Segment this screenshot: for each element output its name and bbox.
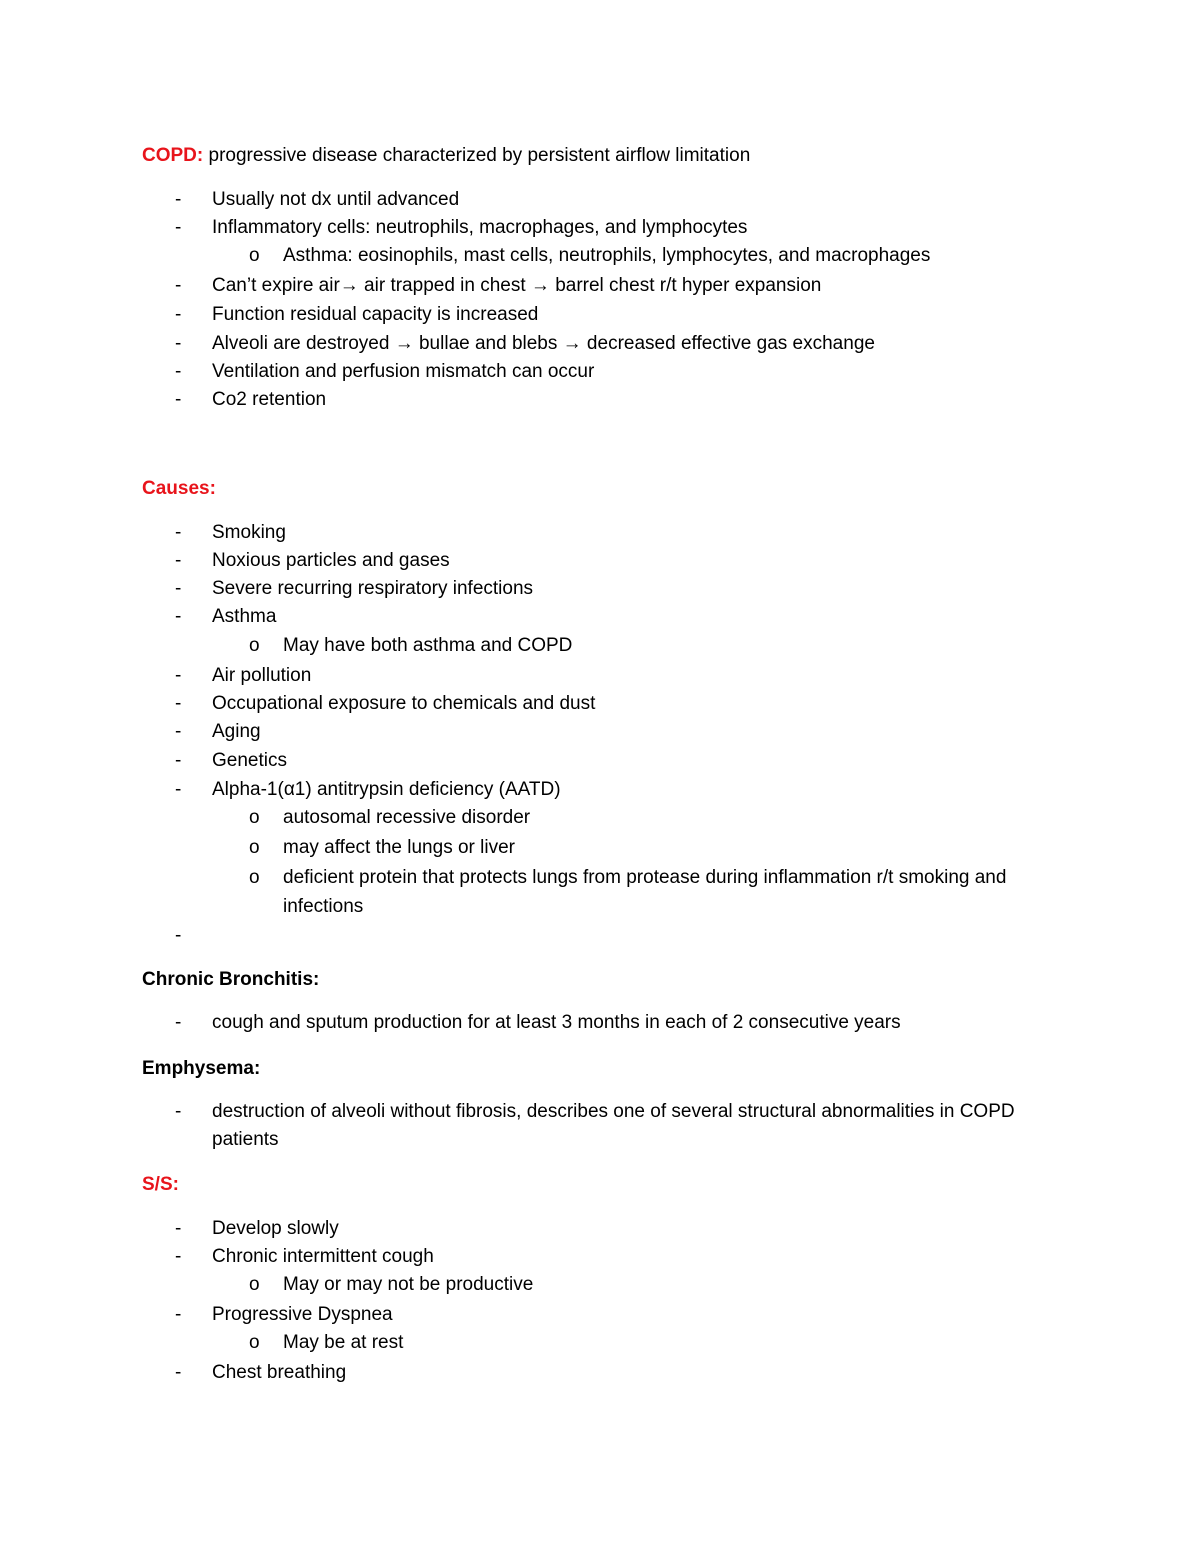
copd-label: COPD: (142, 145, 204, 166)
copd-heading (142, 144, 750, 168)
ss-label: S/S: (142, 1174, 179, 1195)
emphysema-heading (142, 1057, 260, 1081)
causes-heading (142, 477, 216, 501)
chronic-bronchitis-heading (142, 968, 319, 992)
causes-label: Causes: (142, 478, 216, 499)
copd-definition: progressive disease characterized by persistent airflow limitation (203, 145, 751, 166)
chronic-bronchitis-label: Chronic Bronchitis: (142, 969, 320, 990)
ss-heading (142, 1173, 179, 1197)
emphysema-label: Emphysema: (142, 1058, 261, 1079)
